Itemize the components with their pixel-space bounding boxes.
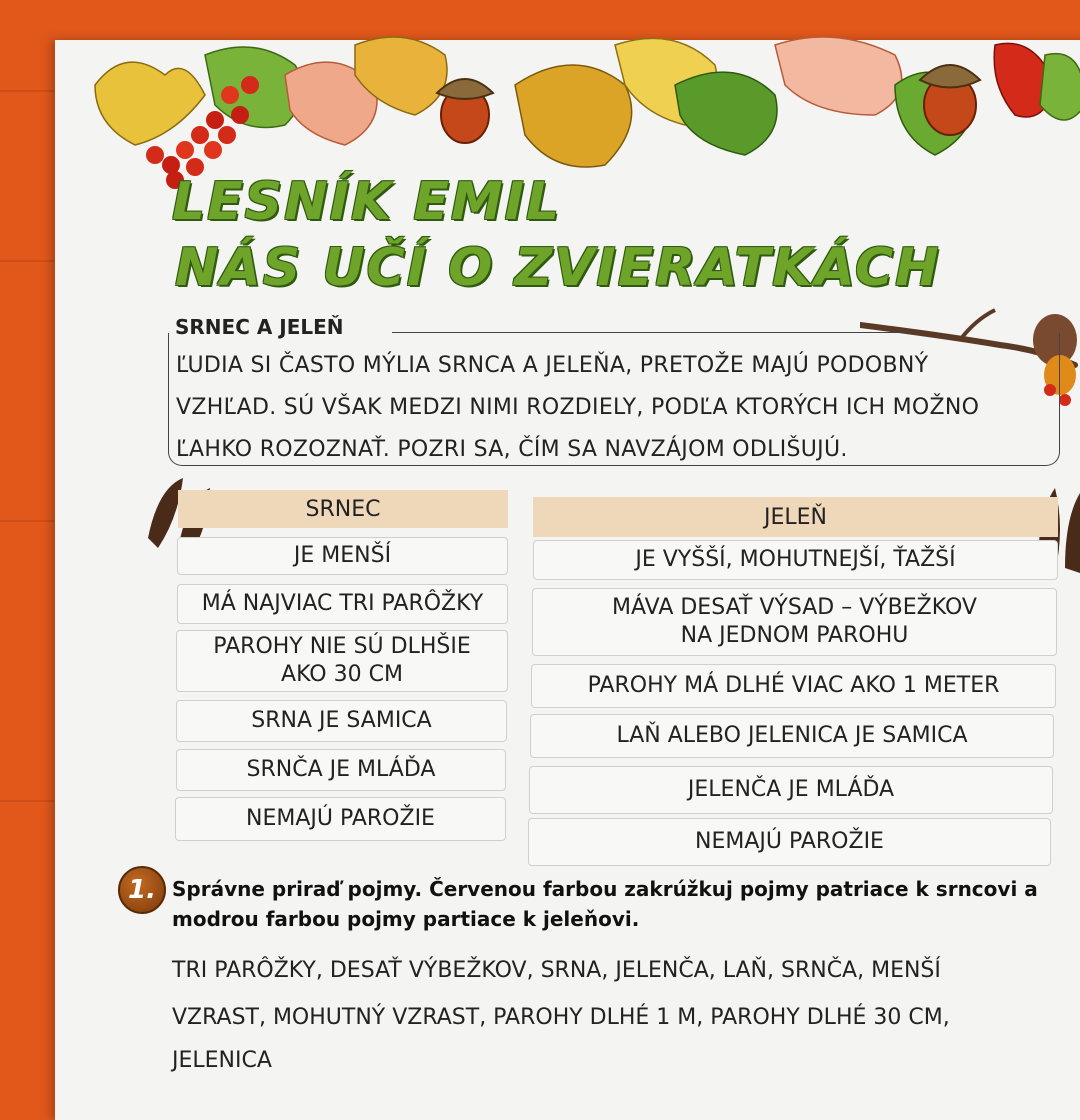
table-cell-jelen: MÁVA DESAŤ VÝSAD – VÝBEŽKOV NA JEDNOM PAROHU (532, 588, 1057, 656)
table-cell-srnec: PAROHY NIE SÚ DLHŠIE AKO 30 CM (176, 630, 508, 692)
table-cell-jelen: NEMAJÚ PAROŽIE (528, 818, 1051, 866)
table-cell-jelen: JE VYŠŠÍ, MOHUTNEJŠÍ, ŤAŽŠÍ (533, 540, 1058, 580)
table-cell-jelen: LAŇ ALEBO JELENICA JE SAMICA (530, 714, 1054, 758)
intro-line: ĽAHKO ROZOZNAŤ. POZRI SA, ČÍM SA NAVZÁJOM ODLIŠUJÚ. (176, 437, 848, 462)
task-instruction: Správne priraď pojmy. Červenou farbou zakrúžkuj pojmy patriace k srncovi a modrou farbou pojmy partiace k jeleňovi. (172, 877, 1038, 931)
table-cell-jelen: PAROHY MÁ DLHÉ VIAC AKO 1 METER (531, 664, 1056, 708)
table-header-srnec: SRNEC (178, 490, 508, 528)
table-cell-jelen: JELENČA JE MLÁĎA (529, 766, 1053, 814)
intro-line: VZHĽAD. SÚ VŠAK MEDZI NIMI ROZDIELY, PODĽA KTORÝCH ICH MOŽNO (176, 395, 980, 420)
table-cell-srnec: NEMAJÚ PAROŽIE (175, 797, 506, 841)
table-cell-srnec: SRNA JE SAMICA (176, 700, 507, 742)
page-title-line-1: LESNÍK EMIL (172, 172, 562, 232)
page-title-line-2: NÁS UČÍ O ZVIERATKÁCH (175, 238, 941, 298)
word-list-line: VZRAST, MOHUTNÝ VZRAST, PAROHY DLHÉ 1 M, PAROHY DLHÉ 30 CM, (172, 1005, 950, 1030)
word-list-line: TRI PARÔŽKY, DESAŤ VÝBEŽKOV, SRNA, JELENČA, LAŇ, SRNČA, MENŠÍ (172, 958, 941, 983)
section-heading: SRNEC A JELEŇ (175, 315, 344, 339)
intro-paragraph (176, 345, 1056, 471)
table-cell-srnec: SRNČA JE MLÁĎA (176, 749, 506, 791)
task-number-badge: 1. (118, 866, 166, 914)
table-cell-srnec: JE MENŠÍ (177, 537, 508, 575)
table-cell-srnec: MÁ NAJVIAC TRI PARÔŽKY (177, 584, 508, 624)
table-header-jelen: JELEŇ (533, 497, 1058, 537)
intro-line: ĽUDIA SI ČASTO MÝLIA SRNCA A JELEŇA, PRETOŽE MAJÚ PODOBNÝ (176, 353, 929, 378)
word-list-line: JELENICA (172, 1048, 272, 1073)
